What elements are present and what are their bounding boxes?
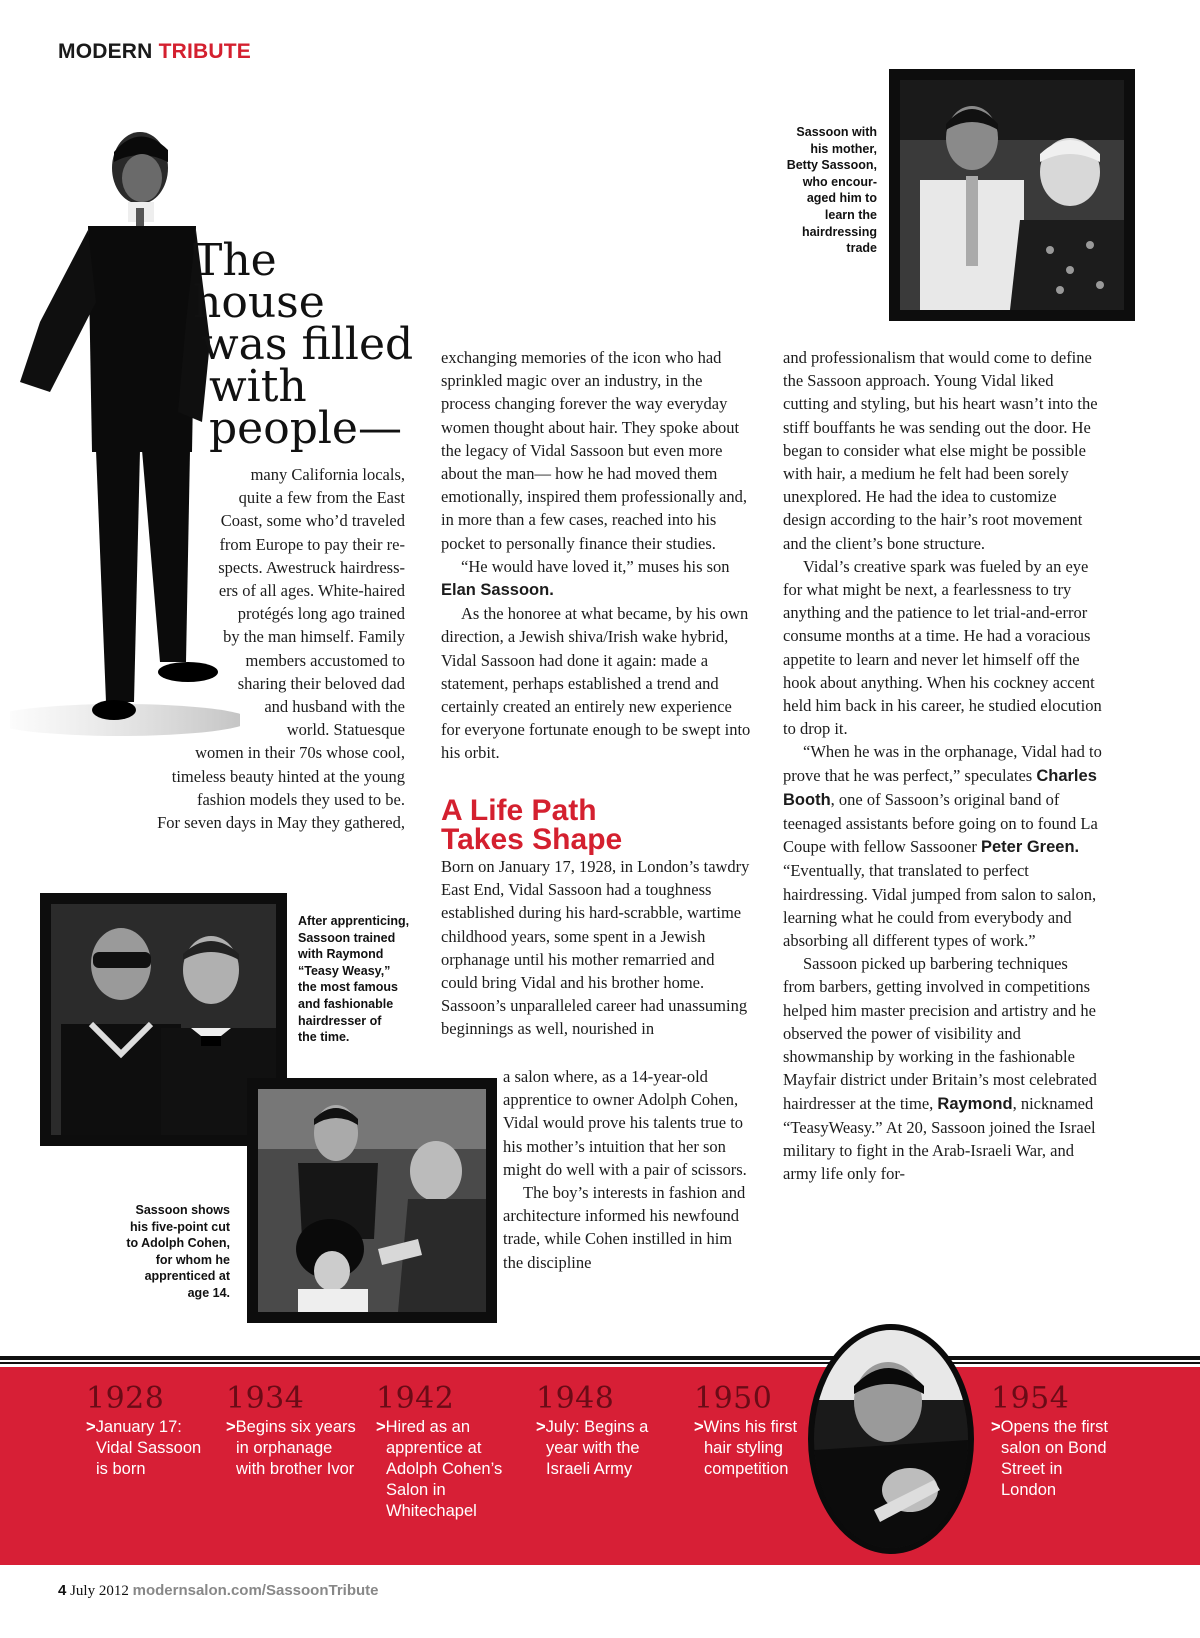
chevron-right-icon: >: [376, 1418, 386, 1436]
timeline-year: 1948: [536, 1381, 615, 1416]
intro-line: timeless beauty hinted at the young: [171, 766, 405, 786]
headline: [193, 235, 423, 454]
intro-line: women in their 70s whose cool,: [195, 743, 405, 763]
chevron-right-icon: >: [536, 1418, 546, 1436]
timeline-text-block: [226, 1417, 356, 1480]
timeline-rule: [0, 1356, 1200, 1360]
caption-line: trade: [846, 241, 877, 256]
timeline-item: [991, 1381, 1111, 1501]
caption-line: for whom he: [155, 1252, 230, 1267]
headline-line: was filled: [201, 319, 414, 370]
timeline-text-block: [536, 1417, 666, 1480]
caption-line: his five-point cut: [130, 1219, 230, 1234]
caption-line: to Adolph Cohen,: [126, 1236, 230, 1251]
intro-line: members accustomed to: [245, 650, 405, 670]
caption-line: his mother,: [810, 141, 877, 156]
intro-line: from Europe to pay their re-: [219, 534, 405, 554]
footer-url[interactable]: modernsalon.com/SassoonTribute: [132, 1582, 379, 1599]
timeline-year: 1950: [694, 1381, 773, 1416]
paragraph: a salon where, as a 14-year-old apprentice to owner Adolph Cohen, Vidal would prove his talents true to his mother’s intuition that her son might do well with a pair of scissors.: [503, 1067, 747, 1179]
intro-line: many California locals,: [250, 465, 405, 484]
intro-line: quite a few from the East: [238, 488, 405, 508]
photo-sassoon-with-mother: [889, 69, 1135, 321]
timeline-item: [536, 1381, 666, 1480]
timeline-text-block: [694, 1417, 804, 1480]
intro-line: fashion models they used to be.: [196, 789, 405, 809]
paragraph: and professionalism that would come to define the Sassoon approach. Young Vidal liked cutting and styling, but his heart wasn’t into the stiff bouffants he was sending out the door. He began to consider what else might be possible with hair, a medium he felt had been sorely unexplored. He had the idea to customize design according to the hair’s root movement and the client’s bone structure.: [783, 348, 1098, 553]
paragraph: As the honoree at what became, by his own direction, a Jewish shiva/Irish wake hybrid, Vidal Sassoon had done it again: made a statement, perhaps established a trend and certainly created an entirely new experience for everyone fortunate enough to be swept into his orbit.: [441, 604, 751, 763]
paragraph-text: “When he was in the orphanage, Vidal had to prove that he was perfect,” speculates: [783, 742, 1102, 785]
intro-line: Coast, some who’d traveled: [220, 511, 405, 531]
section-label-modern: MODERN: [58, 40, 153, 63]
section-label-tribute: TRIBUTE: [158, 40, 251, 63]
article-column-2-lower: [441, 855, 751, 1041]
photo-sassoon-cutting-oval: [808, 1324, 974, 1554]
caption-line: Sassoon with: [796, 125, 877, 139]
timeline-text-block: [376, 1417, 506, 1522]
timeline-item: [694, 1381, 804, 1480]
caption-line: After apprenticing,: [298, 914, 410, 928]
paragraph: exchanging memories of the icon who had sprinkled magic over an industry, in the process changing forever the way everyday women thought about hair. They spoke about the legacy of Vidal Sassoon but even more about the man— how he had moved them emotionally, inspired them professionally and, in more than a few cases, reached into his pocket to personally finance their studies.: [441, 348, 747, 553]
timeline-rule: [0, 1362, 1200, 1364]
timeline-year: 1954: [991, 1381, 1070, 1416]
caption-raymond: [298, 913, 428, 1046]
intro-line: For seven days in May they gathered,: [157, 813, 405, 832]
name-elan-sassoon: Elan Sassoon.: [441, 581, 554, 600]
caption-line: and fashionable: [298, 996, 394, 1011]
timeline-text: Opens the first salon on Bond Street in London: [1000, 1418, 1108, 1499]
timeline-text: January 17: Vidal Sassoon is born: [95, 1418, 202, 1478]
chevron-right-icon: >: [226, 1418, 236, 1436]
intro-line: protégés long ago trained: [237, 604, 405, 624]
chevron-right-icon: >: [991, 1418, 1001, 1436]
chevron-right-icon: >: [694, 1418, 704, 1436]
caption-line: hairdressing: [801, 224, 877, 239]
article-column-2-bottom: [503, 1065, 753, 1274]
paragraph-text: , one of Sassoon’s original band of teenaged assistants before going on to found La Coupe with fellow Sassooner: [783, 789, 1098, 857]
caption-line: who encour-: [802, 174, 877, 189]
caption-line: Betty Sassoon,: [786, 158, 877, 173]
paragraph: Born on January 17, 1928, in London’s tawdry East End, Vidal Sassoon had a toughness established during his hard-scrabble, wartime childhood years, some spent in a Jewish orphanage until his mother remarried and could bring Vidal and his brother home. Sassoon’s unparalleled career had unassuming beginnings as well, nourished in: [441, 857, 750, 1039]
caption-line: age 14.: [187, 1285, 230, 1300]
paragraph: [783, 952, 1103, 1185]
intro-line: ers of all ages. White-haired: [218, 581, 405, 600]
timeline-item: [376, 1381, 506, 1522]
timeline-band: [0, 1367, 1200, 1565]
paragraph: [441, 555, 751, 602]
timeline-item: [226, 1381, 356, 1480]
headline-line: people—: [209, 403, 402, 454]
article-column-3: [783, 346, 1103, 1185]
headline-line: with: [209, 361, 307, 412]
timeline-year: 1928: [86, 1381, 165, 1416]
intro-line: world. Statuesque: [286, 720, 405, 740]
caption-line: learn the: [824, 207, 877, 222]
intro-line: sharing their beloved dad: [237, 673, 405, 693]
issue-date: July 2012: [70, 1583, 129, 1599]
timeline-text: Begins six years in orphanage with brother Ivor: [235, 1418, 356, 1478]
name-charles-booth: Charles Booth: [783, 766, 1097, 809]
name-raymond: Raymond: [937, 1094, 1013, 1113]
page-footer: [58, 1582, 379, 1600]
chevron-right-icon: >: [86, 1418, 96, 1436]
timeline-text: Wins his first hair styling competition: [703, 1418, 798, 1478]
subheading: [441, 796, 622, 854]
timeline-text-block: [991, 1417, 1111, 1501]
photo-sassoon-with-cohen: [247, 1078, 497, 1323]
paragraph: [783, 740, 1103, 952]
headline-line: house: [193, 277, 325, 328]
intro-line: spects. Awestruck hairdress-: [218, 557, 405, 577]
paragraph: Vidal’s creative spark was fueled by an eye for what might be next, a fearlessness to try anything and the patience to let trial-and-error consume months at a time. He had a voracious appetite to learn and never let himself off the hook about anything. When his cockney accent held him back in his career, he studied elocution to drop it.: [783, 556, 1102, 739]
timeline-year: 1934: [226, 1381, 305, 1416]
headline-line: The: [193, 235, 277, 286]
timeline-text: Hired as an apprentice at Adolph Cohen’s Salon in Whitechapel: [385, 1418, 503, 1520]
section-label: [58, 40, 251, 64]
caption-line: hairdresser of: [298, 1013, 382, 1028]
caption-line: apprenticed at: [144, 1269, 230, 1284]
paragraph-text: “Eventually, that translated to perfect hairdressing. Vidal jumped from salon to salon, learning what he could from everybody and absorbing all different types of work.”: [783, 861, 1097, 951]
paragraph-text: , nicknamed “TeasyWeasy.” At 20, Sassoon joined the Israel military to fight in the Arab-Israeli War, and army life only for-: [783, 1093, 1096, 1184]
caption-line: aged him to: [806, 191, 877, 206]
caption-mother: [740, 124, 877, 257]
caption-line: Sassoon trained: [298, 930, 396, 945]
page-number: 4: [58, 1582, 67, 1599]
intro-line: and husband with the: [264, 697, 405, 716]
timeline-text: July: Begins a year with the Israeli Army: [545, 1418, 649, 1478]
caption-cohen: [100, 1202, 230, 1302]
paragraph-text: “He would have loved it,” muses his son: [461, 556, 730, 576]
caption-line: the time.: [298, 1030, 350, 1045]
timeline-item: [86, 1381, 206, 1480]
timeline-year: 1942: [376, 1381, 455, 1416]
article-column-2: [441, 346, 751, 765]
caption-line: the most famous: [298, 980, 399, 995]
intro-line: by the man himself. Family: [223, 627, 405, 647]
subheading-line: Takes Shape: [441, 823, 623, 856]
caption-line: “Teasy Weasy,”: [298, 963, 391, 978]
paragraph: The boy’s interests in fashion and architecture informed his newfound trade, while Cohen instilled in him the discipline: [503, 1183, 746, 1272]
name-peter-green: Peter Green.: [980, 838, 1080, 857]
paragraph-text: Sassoon picked up barbering techniques from barbers, getting involved in competitions helped him master precision and artistry and he observed the power of visibility and showmanship by working in the fashionable Mayfair district under Britain’s most celebrated hairdresser at the time,: [783, 954, 1097, 1113]
caption-line: with Raymond: [298, 947, 384, 962]
timeline-text-block: [86, 1417, 206, 1480]
subheading-line: A Life Path: [441, 794, 597, 827]
caption-line: Sassoon shows: [135, 1203, 230, 1217]
